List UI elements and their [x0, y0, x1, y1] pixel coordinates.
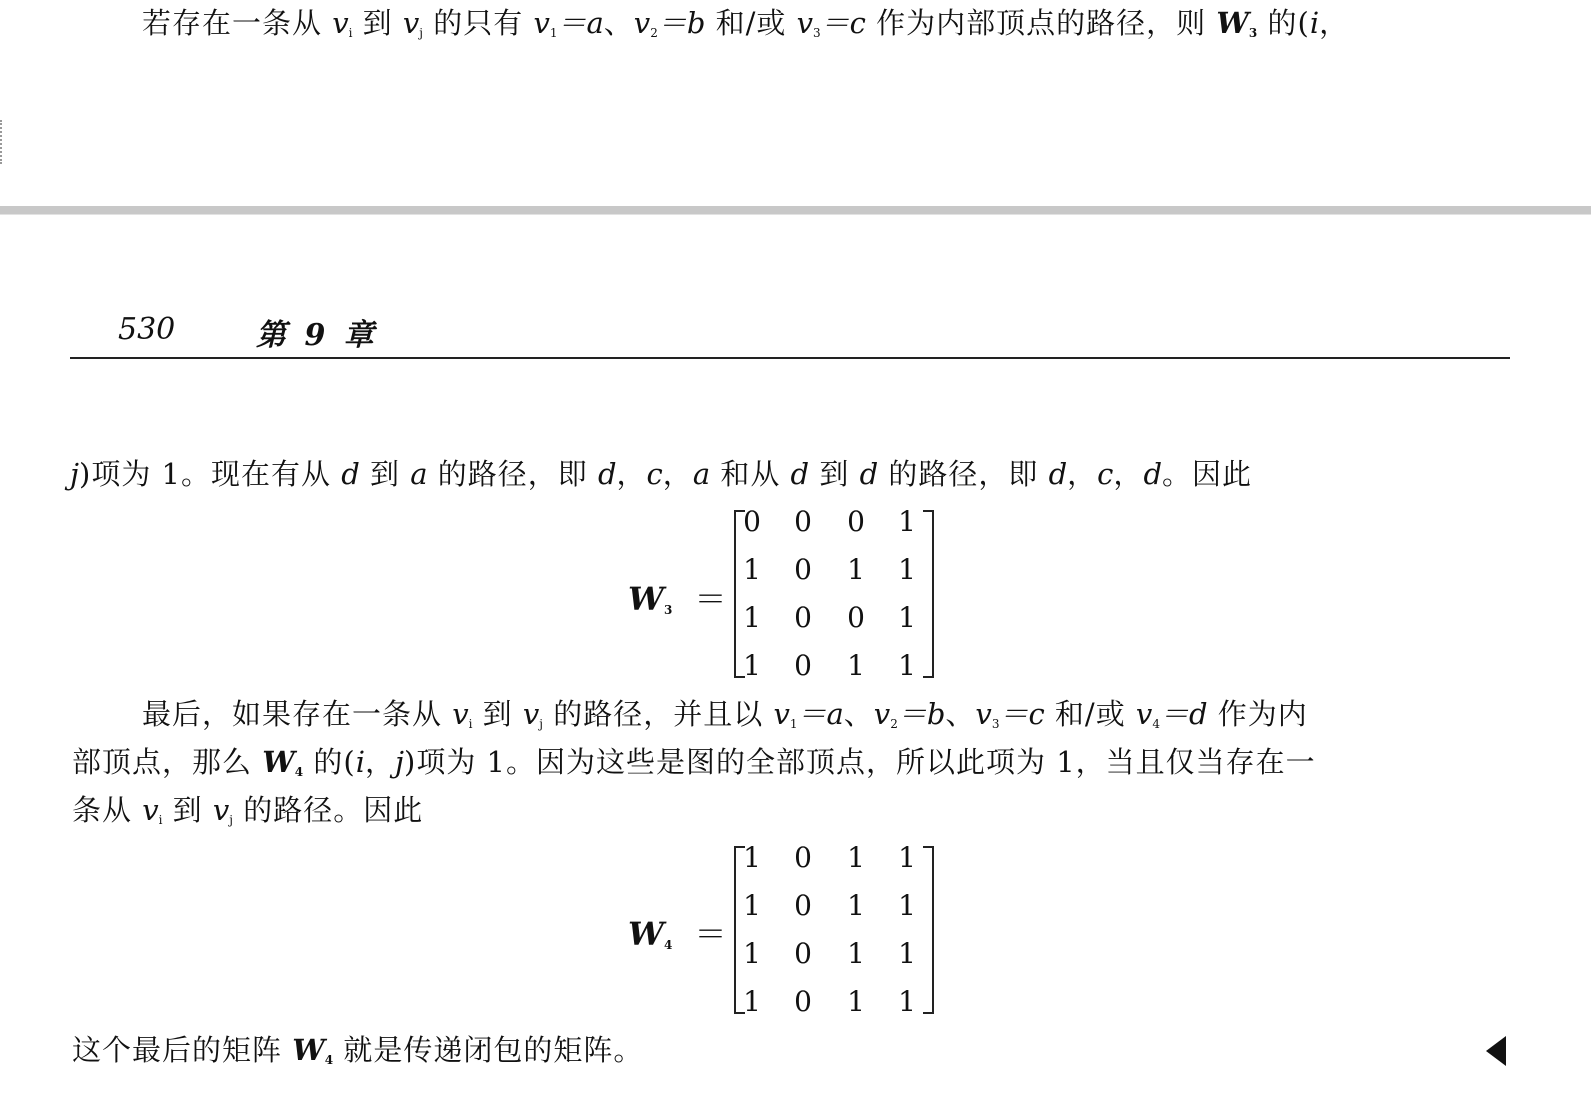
- math-a: a: [692, 457, 711, 491]
- math-c: c: [1097, 457, 1114, 491]
- matrix-cell: 1: [898, 937, 916, 970]
- math-eq: ＝c: [820, 6, 866, 40]
- math-v: $v_i$: [142, 793, 163, 827]
- text: 的只有: [423, 6, 534, 40]
- math-eq: ＝b: [657, 6, 706, 40]
- page-number: 530: [118, 312, 176, 347]
- equals-sign: ＝: [694, 580, 727, 618]
- math-v: $v_2$: [873, 697, 898, 731]
- matrix-w4-label: [628, 909, 726, 955]
- text: 的(: [1257, 6, 1310, 40]
- math-eq: ＝a: [557, 6, 604, 40]
- matrix-cell: 1: [743, 937, 761, 970]
- margin-mark: [0, 120, 5, 164]
- text: 就是传递闭包的矩阵。: [333, 1033, 644, 1067]
- math-eq: ＝a: [797, 697, 844, 731]
- matrix-cell: 1: [898, 601, 916, 634]
- matrix-cell: 1: [898, 841, 916, 874]
- matrix-w4: [734, 841, 934, 1018]
- math-v: $v_j$: [522, 697, 544, 731]
- math-v: $v_i$: [452, 697, 473, 731]
- matrix-cell: 0: [794, 889, 812, 922]
- paragraph-2-line-2: [72, 742, 1316, 792]
- matrix-cell: 1: [847, 937, 865, 970]
- text: 、: [843, 697, 874, 731]
- text: )项为 1。现在有从: [79, 457, 342, 491]
- math-d: d: [1143, 457, 1163, 491]
- text: 和/或: [705, 6, 797, 40]
- math-d: d: [1048, 457, 1068, 491]
- chapter-title: 第 9 章: [256, 318, 378, 353]
- text: )项为 1。因为这些是图的全部顶点，所以此项为 1，当且仅当存在一: [404, 745, 1316, 779]
- text: 这个最后的矩阵: [72, 1033, 293, 1067]
- text: 作为内: [1207, 697, 1308, 731]
- text: 和从: [710, 457, 791, 491]
- math-eq: ＝c: [999, 697, 1045, 731]
- matrix-cell: 0: [794, 601, 812, 634]
- text: ，: [616, 457, 647, 491]
- math-d: d: [341, 457, 360, 491]
- math-j: j: [395, 745, 404, 779]
- math-v: $v_1$: [533, 6, 558, 40]
- math-v: $v_j$: [212, 793, 234, 827]
- matrix-cell: 1: [898, 505, 916, 538]
- text: 到: [359, 457, 411, 491]
- math-W: $W_4$: [262, 745, 304, 779]
- text: 条从: [72, 793, 143, 827]
- matrix-cell: 1: [898, 553, 916, 586]
- text: 若存在一条从: [142, 6, 333, 40]
- text: 。因此: [1162, 457, 1253, 491]
- math-eq: ＝b: [897, 697, 946, 731]
- text: 、: [945, 697, 976, 731]
- math-i: i: [355, 745, 365, 779]
- math-a: a: [410, 457, 428, 491]
- matrix-cell: 0: [847, 601, 865, 634]
- right-bracket: [923, 846, 934, 1014]
- text: 的(: [303, 745, 356, 779]
- matrix-cell: 1: [743, 649, 761, 682]
- page-separator: [0, 206, 1591, 215]
- math-W: $W_3$: [628, 580, 673, 618]
- matrix-cell: 0: [794, 937, 812, 970]
- math-v: $v_1$: [773, 697, 798, 731]
- text: 到: [352, 6, 403, 40]
- text: 到: [809, 457, 860, 491]
- matrix-cell: 0: [743, 505, 761, 538]
- math-d: d: [597, 457, 617, 491]
- text: 的路径，即: [878, 457, 1049, 491]
- matrix-cell: 1: [898, 985, 916, 1018]
- text: 、: [603, 6, 634, 40]
- matrix-cell: 1: [743, 889, 761, 922]
- math-W: $W_4$: [292, 1033, 334, 1067]
- matrix-cell: 1: [847, 985, 865, 1018]
- text: ，: [1067, 457, 1098, 491]
- matrix-w3: [734, 505, 934, 682]
- text: ，: [1113, 457, 1144, 491]
- text: 作为内部顶点的路径，则: [865, 6, 1217, 40]
- previous-page-text-line: [142, 3, 1349, 53]
- matrix-cell: 1: [847, 553, 865, 586]
- text: 到: [472, 697, 523, 731]
- text: 最后，如果存在一条从: [142, 697, 453, 731]
- math-d: d: [790, 457, 810, 491]
- closing-line: [72, 1030, 643, 1080]
- matrix-cell: 1: [847, 649, 865, 682]
- matrix-cell: 0: [847, 505, 865, 538]
- math-d: d: [859, 457, 879, 491]
- text: 部顶点，那么: [72, 745, 263, 779]
- matrix-cell: 0: [794, 985, 812, 1018]
- math-j: j: [70, 457, 79, 491]
- math-i: i: [1309, 6, 1320, 40]
- math-c: c: [646, 457, 663, 491]
- text: ，: [1319, 6, 1350, 40]
- text: ，: [364, 745, 395, 779]
- matrix-cell: 1: [898, 889, 916, 922]
- text: 的路径，并且以: [543, 697, 774, 731]
- math-W: $W_4$: [628, 915, 673, 953]
- math-v: $v_4$: [1135, 697, 1160, 731]
- math-v: $v_j$: [402, 6, 424, 40]
- math-v: $v_i$: [332, 6, 353, 40]
- right-bracket: [923, 510, 934, 678]
- math-v: $v_3$: [796, 6, 821, 40]
- matrix-w3-label: [628, 574, 726, 620]
- matrix-cell: 0: [794, 553, 812, 586]
- previous-page-fragment: [0, 0, 1591, 206]
- matrix-cell: 0: [794, 841, 812, 874]
- equals-sign: ＝: [694, 915, 727, 953]
- math-W: $W_3$: [1216, 6, 1258, 40]
- text: 和/或: [1044, 697, 1136, 731]
- text: ，: [662, 457, 693, 491]
- matrix-cell: 1: [847, 841, 865, 874]
- matrix-cell: 0: [794, 505, 812, 538]
- left-triangle-icon: [1486, 1036, 1506, 1066]
- math-v: $v_3$: [975, 697, 1000, 731]
- text: 的路径，即: [427, 457, 598, 491]
- paragraph-2-line-1: [142, 694, 1308, 744]
- text: 的路径。因此: [233, 793, 424, 827]
- matrix-cell: 1: [743, 553, 761, 586]
- matrix-cell: 1: [847, 889, 865, 922]
- math-eq: ＝d: [1159, 697, 1208, 731]
- matrix-cell: 1: [898, 649, 916, 682]
- header-rule: [70, 357, 1510, 359]
- matrix-cell: 1: [743, 841, 761, 874]
- text: 到: [162, 793, 213, 827]
- paragraph-1-line: [70, 454, 1252, 494]
- matrix-cell: 1: [743, 985, 761, 1018]
- matrix-cell: 0: [794, 649, 812, 682]
- matrix-cell: 1: [743, 601, 761, 634]
- math-v: $v_2$: [633, 6, 658, 40]
- paragraph-2-line-3: [72, 790, 423, 840]
